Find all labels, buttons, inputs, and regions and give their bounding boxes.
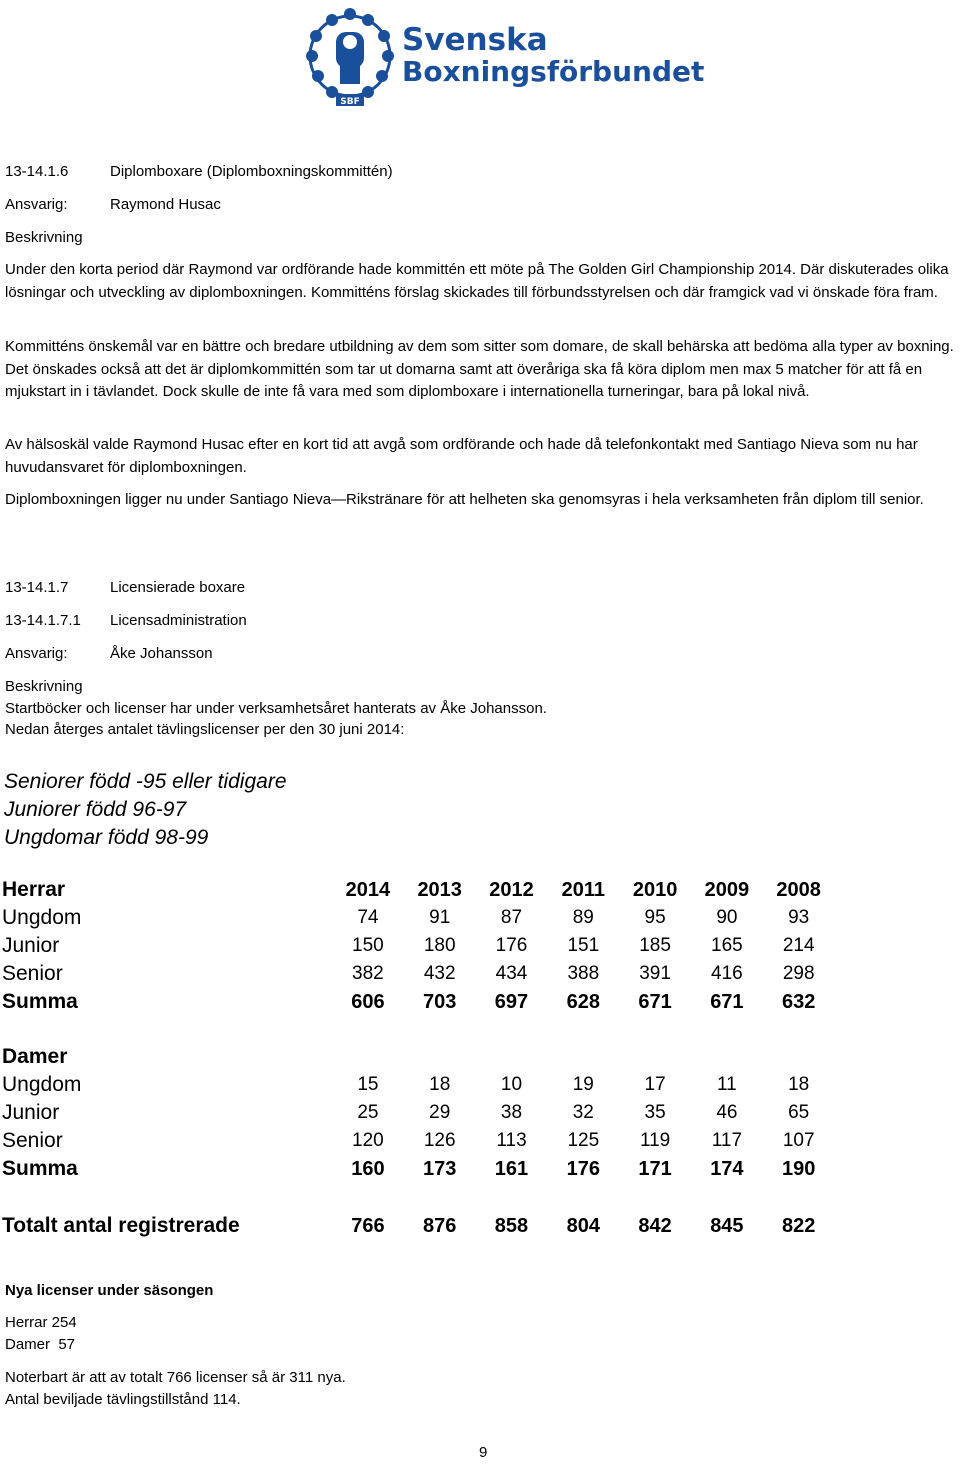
year-header: 2013 xyxy=(417,878,462,901)
table-cell: 125 xyxy=(567,1130,600,1151)
spacer-row xyxy=(2,1016,835,1043)
table-cell: 120 xyxy=(352,1130,384,1151)
new-licenses-herrar: Herrar 254 xyxy=(5,1314,77,1331)
spacer-row xyxy=(2,1183,835,1211)
section-title: Licensierade boxare xyxy=(110,579,246,596)
table-cell: 10 xyxy=(500,1074,523,1095)
row-label: Ungdom xyxy=(2,906,82,929)
table-cell: 165 xyxy=(711,935,743,956)
table-cell: 434 xyxy=(495,963,528,984)
laurel-emblem-icon xyxy=(302,8,398,108)
table-cell: 432 xyxy=(423,963,456,984)
table-cell: 171 xyxy=(638,1157,672,1180)
responsible-name: Raymond Husac xyxy=(110,196,221,213)
row-label: Senior xyxy=(2,962,63,985)
table-cell: 185 xyxy=(639,935,671,956)
table-cell: 119 xyxy=(639,1130,671,1151)
table-cell: 65 xyxy=(788,1102,810,1123)
table-cell: 160 xyxy=(351,1157,385,1180)
year-header: 2010 xyxy=(632,878,678,901)
row-label: Summa xyxy=(2,990,78,1013)
table-cell: 173 xyxy=(423,1157,457,1180)
table-cell: 804 xyxy=(566,1214,600,1237)
group-header-row xyxy=(2,1043,835,1071)
new-licenses-title: Nya licenser under säsongen xyxy=(5,1282,214,1299)
table-cell: 126 xyxy=(423,1130,456,1151)
table-row xyxy=(2,932,835,960)
section-number: 13-14.1.7 xyxy=(5,579,69,596)
table-cell: 766 xyxy=(351,1214,385,1237)
table-cell: 845 xyxy=(710,1214,744,1237)
table-cell: 391 xyxy=(639,963,671,984)
paragraph: Diplomboxningen ligger nu under Santiago Nieva—Rikstränare för att helheten ska genomsyras i hela verksamheten från diplom till senior. xyxy=(5,491,924,508)
table-cell: 632 xyxy=(781,990,816,1013)
year-header: 2011 xyxy=(561,878,605,901)
description-label: Beskrivning xyxy=(5,678,83,695)
responsible-label: Ansvarig: xyxy=(5,196,68,213)
description-label: Beskrivning xyxy=(5,229,83,246)
description-text: Nedan återges antalet tävlingslicenser per den 30 juni 2014: xyxy=(5,721,405,738)
table-cell: 176 xyxy=(566,1157,600,1180)
table-cell: 190 xyxy=(781,1157,816,1180)
license-statistics-table xyxy=(2,876,835,1241)
table-cell: 38 xyxy=(500,1102,523,1123)
total-row xyxy=(2,1211,835,1241)
table-cell: 150 xyxy=(352,935,384,956)
table-cell: 11 xyxy=(717,1074,737,1095)
table-cell: 15 xyxy=(357,1074,379,1095)
table-cell: 113 xyxy=(496,1130,527,1151)
table-cell: 858 xyxy=(494,1214,529,1237)
table-cell: 25 xyxy=(357,1102,379,1123)
table-cell: 18 xyxy=(429,1074,451,1095)
row-label: Senior xyxy=(2,1129,63,1152)
note-text: Noterbart är att av totalt 766 licenser så är 311 nya. xyxy=(5,1369,346,1386)
table-cell: 382 xyxy=(352,963,384,984)
table-cell: 87 xyxy=(500,907,523,928)
table-cell: 93 xyxy=(788,907,810,928)
page-number: 9 xyxy=(479,1444,488,1461)
federation-name-line1: Svenska xyxy=(402,22,548,58)
table-cell: 35 xyxy=(644,1102,666,1123)
table-cell: 46 xyxy=(716,1102,738,1123)
table-cell: 842 xyxy=(638,1214,672,1237)
row-label: Ungdom xyxy=(2,1073,82,1096)
table-cell: 117 xyxy=(711,1130,743,1151)
federation-logo xyxy=(302,8,705,108)
table-cell: 17 xyxy=(644,1074,666,1095)
subsection-title: Licensadministration xyxy=(110,612,247,629)
sum-row xyxy=(2,988,835,1016)
table-cell: 74 xyxy=(357,907,379,928)
age-group-list xyxy=(4,768,287,852)
table-row xyxy=(2,904,835,932)
sum-row xyxy=(2,1155,835,1183)
table-row xyxy=(2,1099,835,1127)
table-header-row xyxy=(2,876,835,904)
federation-name-line2: Boxningsförbundet xyxy=(402,55,705,88)
paragraph: Kommitténs önskemål var en bättre och bredare utbildning av dem som sitter som domare, de skall behärska att bedöma alla typer av boxning. Det önskades också att det är diplomkommittén som tar ut domarna samt att överåriga ska få köra diplom men max 5 matcher för att få en mjukstart in i tävlandet. Dock skulle de inte få vara med som diplomboxare i internationella turneringar, bara på lokal nivå. xyxy=(5,338,954,400)
table-cell: 107 xyxy=(782,1130,815,1151)
table-cell: 18 xyxy=(788,1074,810,1095)
federation-name xyxy=(402,24,704,88)
age-group-item: Seniorer född -95 eller tidigare xyxy=(4,770,287,793)
table-cell: 416 xyxy=(711,963,743,984)
row-label: Junior xyxy=(2,934,60,957)
table-cell: 176 xyxy=(495,935,528,956)
paragraph: Av hälsoskäl valde Raymond Husac efter en kort tid att avgå som ordförande och hade då telefonkontakt med Santiago Nieva som nu har huvudansvaret för diplomboxningen. xyxy=(5,436,918,476)
table-cell: 671 xyxy=(710,990,744,1013)
table-cell: 697 xyxy=(494,990,529,1013)
year-header: 2012 xyxy=(489,878,534,901)
section-title: Diplomboxare (Diplomboxningskommittén) xyxy=(110,163,393,180)
subsection-number: 13-14.1.7.1 xyxy=(5,612,81,629)
table-cell: 32 xyxy=(572,1102,594,1123)
table-cell: 151 xyxy=(567,935,600,956)
row-label: Junior xyxy=(2,1101,60,1124)
table-row xyxy=(2,1127,835,1155)
table-cell: 214 xyxy=(782,935,815,956)
group-label: Damer xyxy=(2,1045,68,1068)
table-cell: 89 xyxy=(572,907,594,928)
table-cell: 876 xyxy=(423,1214,457,1237)
year-header: 2009 xyxy=(704,878,750,901)
section-number: 13-14.1.6 xyxy=(5,163,69,180)
responsible-name: Åke Johansson xyxy=(110,645,213,662)
group-label: Herrar xyxy=(2,878,66,901)
responsible-label: Ansvarig: xyxy=(5,645,68,662)
new-licenses-damer: Damer 57 xyxy=(5,1336,76,1353)
paragraph: Under den korta period där Raymond var ordförande hade kommittén ett möte på The Golden Girl Championship 2014. Där diskuterades olika lösningar och utveckling av diplomboxningen. Kommitténs förslag skickades till förbundsstyrelsen och där framgick vad vi önskade föra fram. xyxy=(5,261,949,301)
table-cell: 174 xyxy=(710,1157,744,1180)
table-cell: 95 xyxy=(644,907,666,928)
table-cell: 90 xyxy=(716,907,738,928)
age-group-item: Juniorer född 96-97 xyxy=(4,798,187,821)
table-cell: 703 xyxy=(423,990,457,1013)
table-cell: 388 xyxy=(567,963,600,984)
table-row xyxy=(2,960,835,988)
year-header: 2014 xyxy=(345,878,391,901)
year-header: 2008 xyxy=(776,878,821,901)
table-cell: 628 xyxy=(566,990,600,1013)
row-label: Totalt antal registrerade xyxy=(2,1214,240,1237)
table-cell: 606 xyxy=(351,990,385,1013)
table-cell: 298 xyxy=(782,963,815,984)
table-cell: 671 xyxy=(638,990,672,1013)
table-cell: 180 xyxy=(423,935,456,956)
table-cell: 161 xyxy=(494,1157,529,1180)
table-row xyxy=(2,1071,835,1099)
table-cell: 19 xyxy=(572,1074,594,1095)
description-text: Startböcker och licenser har under verksamhetsåret hanterats av Åke Johansson. xyxy=(5,700,547,717)
table-cell: 91 xyxy=(429,907,451,928)
note-text: Antal beviljade tävlingstillstånd 114. xyxy=(5,1391,241,1408)
age-group-item: Ungdomar född 98-99 xyxy=(4,826,209,849)
table-cell: 822 xyxy=(781,1214,816,1237)
table-cell: 29 xyxy=(429,1102,451,1123)
row-label: Summa xyxy=(2,1157,78,1180)
svg-text:SBF: SBF xyxy=(340,97,360,107)
